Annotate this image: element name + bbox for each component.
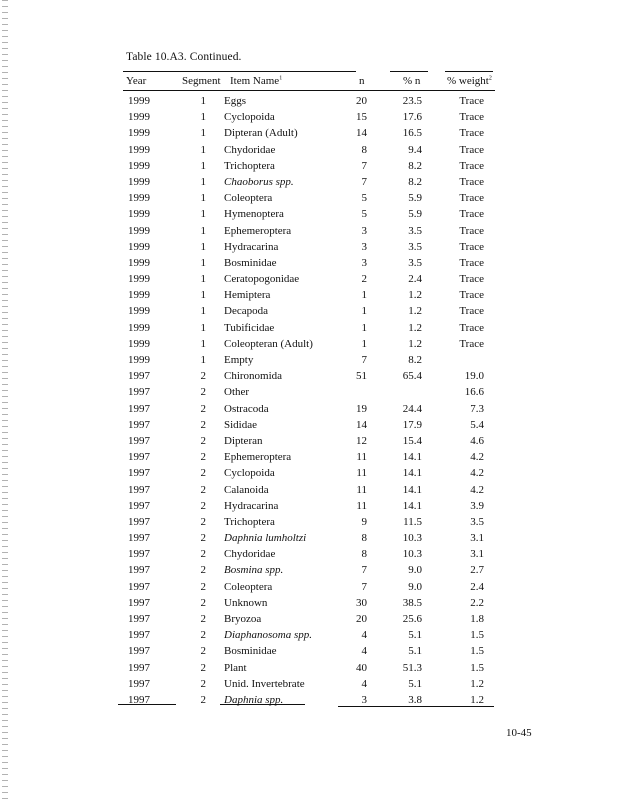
segment-cell: 2 — [200, 677, 206, 690]
n-cell: 4 — [361, 629, 367, 642]
pct-weight-cell: Trace — [459, 159, 484, 172]
pct-n-cell: 9.4 — [408, 143, 422, 156]
year-cell: 1999 — [128, 192, 150, 205]
pct-n-cell: 15.4 — [402, 434, 422, 447]
table-row — [0, 627, 618, 643]
pct-weight-cell: Trace — [459, 321, 484, 334]
table-row — [0, 660, 618, 676]
pct-n-cell: 3.8 — [408, 693, 422, 706]
header-pct-weight-footnote: 2 — [488, 75, 492, 82]
n-cell: 15 — [356, 111, 367, 124]
year-cell: 1997 — [128, 532, 150, 545]
header-pct-n: % n — [403, 75, 421, 87]
pct-weight-cell: Trace — [459, 337, 484, 350]
year-cell: 1997 — [128, 418, 150, 431]
item-name-cell: Daphnia lumholtzi — [224, 532, 307, 545]
year-cell: 1999 — [128, 208, 150, 221]
header-top-rule-pct-weight — [445, 71, 493, 72]
pct-n-cell: 5.1 — [408, 629, 422, 642]
pct-n-cell: 8.2 — [408, 159, 422, 172]
table-row — [0, 692, 618, 708]
pct-weight-cell: 4.6 — [470, 434, 484, 447]
pct-weight-cell: 5.4 — [470, 418, 484, 431]
item-name-cell: Unknown — [224, 596, 268, 609]
segment-cell: 1 — [200, 192, 206, 205]
pct-n-cell: 9.0 — [408, 564, 422, 577]
segment-cell: 2 — [200, 629, 206, 642]
n-cell: 1 — [361, 321, 367, 334]
segment-cell: 2 — [200, 434, 206, 447]
item-name-cell: Cyclopoida — [224, 467, 275, 480]
n-cell: 7 — [361, 159, 367, 172]
year-cell: 1999 — [128, 305, 150, 318]
header-item-name-text: Item Name — [230, 75, 280, 87]
item-name-cell: Dipteran — [224, 434, 263, 447]
header-item-name — [230, 75, 282, 87]
year-cell: 1997 — [128, 483, 150, 496]
segment-cell: 2 — [200, 661, 206, 674]
n-cell: 19 — [356, 402, 367, 415]
n-cell: 2 — [361, 273, 367, 286]
segment-cell: 1 — [200, 95, 206, 107]
item-name-cell: Ostracoda — [224, 402, 269, 415]
pct-weight-cell: 16.6 — [464, 386, 484, 399]
pct-n-cell: 5.9 — [408, 208, 422, 221]
n-cell: 11 — [356, 499, 367, 512]
segment-cell: 1 — [200, 256, 206, 269]
item-name-cell: Plant — [224, 661, 247, 674]
item-name-cell: Coleoptera — [224, 580, 273, 593]
pct-n-cell: 10.3 — [402, 532, 422, 545]
year-cell: 1999 — [128, 111, 150, 124]
item-name-cell: Cyclopoida — [224, 111, 275, 124]
segment-cell: 1 — [200, 111, 206, 124]
pct-weight-cell: 1.5 — [470, 629, 484, 642]
pct-weight-cell: 1.8 — [470, 613, 484, 625]
item-name-cell: Hymenoptera — [224, 208, 284, 221]
item-name-cell: Hydracarina — [224, 240, 279, 253]
year-cell: 1997 — [128, 451, 150, 464]
segment-cell: 1 — [200, 127, 206, 140]
item-name-cell: Coleoptera — [224, 192, 273, 205]
item-name-cell: Bosmina spp. — [224, 564, 284, 577]
header-top-rule-pct-n — [390, 71, 428, 72]
table-row — [0, 190, 618, 206]
n-cell: 7 — [361, 354, 367, 366]
year-cell: 1997 — [128, 370, 150, 383]
item-name-cell: Chaoborus spp. — [224, 175, 294, 188]
table-row — [0, 643, 618, 659]
segment-cell: 2 — [200, 596, 206, 609]
item-name-cell: Chironomida — [224, 370, 283, 383]
pct-weight-cell: 1.2 — [470, 677, 484, 690]
year-cell: 1999 — [128, 143, 150, 156]
year-cell: 1997 — [128, 434, 150, 447]
table-row — [0, 352, 618, 368]
year-cell: 1999 — [128, 354, 150, 366]
year-cell: 1997 — [128, 467, 150, 480]
segment-cell: 1 — [200, 337, 206, 350]
n-cell: 3 — [361, 693, 367, 706]
year-cell: 1997 — [128, 661, 150, 674]
year-cell: 1997 — [128, 580, 150, 593]
page-number: 10-45 — [506, 727, 532, 739]
year-cell: 1999 — [128, 273, 150, 286]
pct-weight-cell: Trace — [459, 192, 484, 205]
n-cell: 8 — [361, 532, 367, 545]
item-name-cell: Bosminidae — [224, 256, 277, 269]
n-cell: 7 — [361, 175, 367, 188]
table-row — [0, 287, 618, 303]
n-cell: 40 — [356, 661, 367, 674]
segment-cell: 2 — [200, 386, 206, 399]
pct-weight-cell: 4.2 — [470, 467, 484, 480]
pct-n-cell: 14.1 — [402, 483, 422, 496]
table-row — [0, 579, 618, 595]
table-row — [0, 223, 618, 239]
pct-n-cell: 3.5 — [408, 224, 422, 237]
pct-weight-cell: 2.2 — [470, 596, 484, 609]
segment-cell: 2 — [200, 580, 206, 593]
pct-weight-cell: 4.2 — [470, 451, 484, 464]
segment-cell: 1 — [200, 305, 206, 318]
item-name-cell: Empty — [224, 354, 254, 366]
year-cell: 1997 — [128, 499, 150, 512]
year-cell: 1997 — [128, 629, 150, 642]
n-cell: 4 — [361, 645, 367, 658]
year-cell: 1997 — [128, 613, 150, 625]
year-cell: 1997 — [128, 645, 150, 658]
year-cell: 1997 — [128, 515, 150, 528]
segment-cell: 2 — [200, 564, 206, 577]
year-cell: 1999 — [128, 240, 150, 253]
segment-cell: 1 — [200, 354, 206, 366]
n-cell: 14 — [356, 418, 367, 431]
n-cell: 11 — [356, 467, 367, 480]
year-cell: 1997 — [128, 386, 150, 399]
pct-n-cell: 3.5 — [408, 240, 422, 253]
pct-weight-cell: 1.5 — [470, 645, 484, 658]
pct-n-cell: 8.2 — [408, 354, 422, 366]
segment-cell: 2 — [200, 451, 206, 464]
n-cell: 12 — [356, 434, 367, 447]
header-pct-weight-text: % weight — [447, 75, 489, 87]
pct-n-cell: 3.5 — [408, 256, 422, 269]
year-cell: 1997 — [128, 548, 150, 561]
pct-weight-cell: 19.0 — [464, 370, 484, 383]
pct-n-cell: 1.2 — [408, 305, 422, 318]
year-cell: 1999 — [128, 159, 150, 172]
pct-weight-cell: 1.2 — [470, 693, 484, 706]
n-cell: 20 — [356, 95, 367, 107]
segment-cell: 2 — [200, 548, 206, 561]
table-row — [0, 109, 618, 125]
pct-n-cell: 9.0 — [408, 580, 422, 593]
table-row — [0, 676, 618, 692]
pct-weight-cell: 2.7 — [470, 564, 484, 577]
footer-rule-right — [338, 706, 494, 707]
pct-weight-cell: Trace — [459, 208, 484, 221]
segment-cell: 2 — [200, 532, 206, 545]
item-name-cell: Sididae — [224, 418, 257, 431]
pct-weight-cell: Trace — [459, 256, 484, 269]
pct-n-cell: 5.9 — [408, 192, 422, 205]
n-cell: 8 — [361, 548, 367, 561]
n-cell: 3 — [361, 240, 367, 253]
item-name-cell: Chydoridae — [224, 548, 276, 561]
pct-n-cell: 65.4 — [402, 370, 422, 383]
pct-n-cell: 16.5 — [402, 127, 422, 140]
pct-n-cell: 17.9 — [402, 418, 422, 431]
table-row — [0, 206, 618, 222]
pct-weight-cell: 3.9 — [470, 499, 484, 512]
pct-n-cell: 2.4 — [408, 273, 422, 286]
item-name-cell: Daphnia spp. — [224, 693, 284, 706]
table-row — [0, 384, 618, 400]
n-cell: 5 — [361, 192, 367, 205]
item-name-cell: Coleopteran (Adult) — [224, 337, 313, 350]
pct-weight-cell: 7.3 — [470, 402, 484, 415]
table-row — [0, 158, 618, 174]
year-cell: 1997 — [128, 596, 150, 609]
n-cell: 11 — [356, 483, 367, 496]
segment-cell: 2 — [200, 418, 206, 431]
n-cell: 14 — [356, 127, 367, 140]
pct-weight-cell: Trace — [459, 273, 484, 286]
table-body — [0, 93, 618, 708]
n-cell: 7 — [361, 580, 367, 593]
table-row — [0, 368, 618, 384]
segment-cell: 2 — [200, 499, 206, 512]
year-cell: 1999 — [128, 224, 150, 237]
header-year: Year — [126, 75, 147, 87]
year-cell: 1997 — [128, 693, 150, 706]
pct-n-cell: 5.1 — [408, 677, 422, 690]
pct-weight-cell: Trace — [459, 95, 484, 107]
footer-rule-year — [118, 704, 176, 705]
item-name-cell: Trichoptera — [224, 515, 275, 528]
table-row — [0, 465, 618, 481]
item-name-cell: Decapoda — [224, 305, 268, 318]
segment-cell: 2 — [200, 483, 206, 496]
pct-weight-cell: Trace — [459, 127, 484, 140]
item-name-cell: Tubificidae — [224, 321, 275, 334]
pct-weight-cell: Trace — [459, 240, 484, 253]
table-row — [0, 417, 618, 433]
pct-weight-cell: Trace — [459, 175, 484, 188]
header-bottom-rule — [123, 90, 495, 91]
year-cell: 1999 — [128, 337, 150, 350]
item-name-cell: Eggs — [224, 95, 246, 107]
pct-n-cell: 1.2 — [408, 289, 422, 302]
item-name-cell: Ceratopogonidae — [224, 273, 300, 286]
pct-n-cell: 17.6 — [402, 111, 422, 124]
segment-cell: 2 — [200, 402, 206, 415]
item-name-cell: Dipteran (Adult) — [224, 127, 298, 140]
item-name-cell: Unid. Invertebrate — [224, 677, 305, 690]
n-cell: 8 — [361, 143, 367, 156]
header-pct-weight — [447, 75, 492, 87]
pct-weight-cell: 4.2 — [470, 483, 484, 496]
item-name-cell: Hemiptera — [224, 289, 271, 302]
pct-n-cell: 1.2 — [408, 337, 422, 350]
year-cell: 1999 — [128, 321, 150, 334]
n-cell: 7 — [361, 564, 367, 577]
pct-weight-cell: Trace — [459, 289, 484, 302]
item-name-cell: Hydracarina — [224, 499, 279, 512]
table-row — [0, 595, 618, 611]
year-cell: 1999 — [128, 95, 150, 107]
pct-n-cell: 24.4 — [402, 402, 422, 415]
header-item-footnote: 1 — [279, 75, 283, 82]
table-header — [0, 75, 618, 91]
pct-n-cell: 23.5 — [402, 95, 422, 107]
table-row — [0, 303, 618, 319]
item-name-cell: Ephemeroptera — [224, 224, 292, 237]
item-name-cell: Ephemeroptera — [224, 451, 292, 464]
item-name-cell: Chydoridae — [224, 143, 276, 156]
pct-weight-cell: 1.5 — [470, 661, 484, 674]
segment-cell: 1 — [200, 321, 206, 334]
header-top-rule-left — [123, 71, 356, 72]
n-cell: 9 — [361, 515, 367, 528]
table-row — [0, 562, 618, 578]
table-row — [0, 401, 618, 417]
table-row — [0, 514, 618, 530]
year-cell: 1999 — [128, 175, 150, 188]
segment-cell: 1 — [200, 159, 206, 172]
segment-cell: 2 — [200, 693, 206, 706]
pct-weight-cell: Trace — [459, 111, 484, 124]
pct-n-cell: 8.2 — [408, 175, 422, 188]
pct-weight-cell: Trace — [459, 143, 484, 156]
n-cell: 11 — [356, 451, 367, 464]
year-cell: 1997 — [128, 564, 150, 577]
item-name-cell: Other — [224, 386, 250, 399]
n-cell: 1 — [361, 337, 367, 350]
segment-cell: 2 — [200, 370, 206, 383]
pct-n-cell: 38.5 — [402, 596, 422, 609]
segment-cell: 1 — [200, 273, 206, 286]
year-cell: 1999 — [128, 127, 150, 140]
segment-cell: 1 — [200, 240, 206, 253]
pct-n-cell: 51.3 — [402, 661, 422, 674]
segment-cell: 2 — [200, 613, 206, 625]
footer-rule-item — [220, 704, 305, 705]
table-caption: Table 10.A3. Continued. — [126, 51, 242, 63]
pct-n-cell: 5.1 — [408, 645, 422, 658]
n-cell: 1 — [361, 289, 367, 302]
table-row — [0, 530, 618, 546]
pct-n-cell: 14.1 — [402, 467, 422, 480]
segment-cell: 2 — [200, 515, 206, 528]
pct-weight-cell: Trace — [459, 305, 484, 318]
segment-cell: 1 — [200, 208, 206, 221]
table-row — [0, 93, 618, 109]
item-name-cell: Diaphanosoma spp. — [224, 629, 313, 642]
table-row — [0, 546, 618, 562]
item-name-cell: Calanoida — [224, 483, 269, 496]
table-row — [0, 239, 618, 255]
pct-weight-cell: 3.1 — [470, 548, 484, 561]
segment-cell: 1 — [200, 175, 206, 188]
n-cell: 1 — [361, 305, 367, 318]
table-row — [0, 271, 618, 287]
table-row — [0, 498, 618, 514]
n-cell: 3 — [361, 256, 367, 269]
table-row — [0, 449, 618, 465]
segment-cell: 2 — [200, 645, 206, 658]
segment-cell: 1 — [200, 143, 206, 156]
item-name-cell: Bosminidae — [224, 645, 277, 658]
year-cell: 1997 — [128, 677, 150, 690]
pct-weight-cell: Trace — [459, 224, 484, 237]
pct-n-cell: 10.3 — [402, 548, 422, 561]
table-row — [0, 125, 618, 141]
segment-cell: 1 — [200, 289, 206, 302]
table-row — [0, 482, 618, 498]
table-row — [0, 174, 618, 190]
table-row — [0, 255, 618, 271]
year-cell: 1999 — [128, 256, 150, 269]
item-name-cell: Bryozoa — [224, 613, 262, 625]
table-row — [0, 336, 618, 352]
item-name-cell: Trichoptera — [224, 159, 275, 172]
table-row — [0, 320, 618, 336]
pct-n-cell: 11.5 — [403, 515, 422, 528]
n-cell: 5 — [361, 208, 367, 221]
segment-cell: 1 — [200, 224, 206, 237]
year-cell: 1999 — [128, 289, 150, 302]
n-cell: 20 — [356, 613, 367, 625]
table-row — [0, 433, 618, 449]
n-cell: 4 — [361, 677, 367, 690]
pct-n-cell: 14.1 — [402, 451, 422, 464]
year-cell: 1997 — [128, 402, 150, 415]
pct-weight-cell: 2.4 — [470, 580, 484, 593]
table-row — [0, 142, 618, 158]
segment-cell: 2 — [200, 467, 206, 480]
pct-n-cell: 14.1 — [402, 499, 422, 512]
n-cell: 30 — [356, 596, 367, 609]
pct-n-cell: 25.6 — [402, 613, 422, 625]
table-row — [0, 611, 618, 627]
n-cell: 3 — [361, 224, 367, 237]
header-segment: Segment — [182, 75, 221, 87]
pct-weight-cell: 3.5 — [470, 515, 484, 528]
n-cell: 51 — [356, 370, 367, 383]
header-n: n — [359, 75, 365, 87]
pct-weight-cell: 3.1 — [470, 532, 484, 545]
pct-n-cell: 1.2 — [408, 321, 422, 334]
